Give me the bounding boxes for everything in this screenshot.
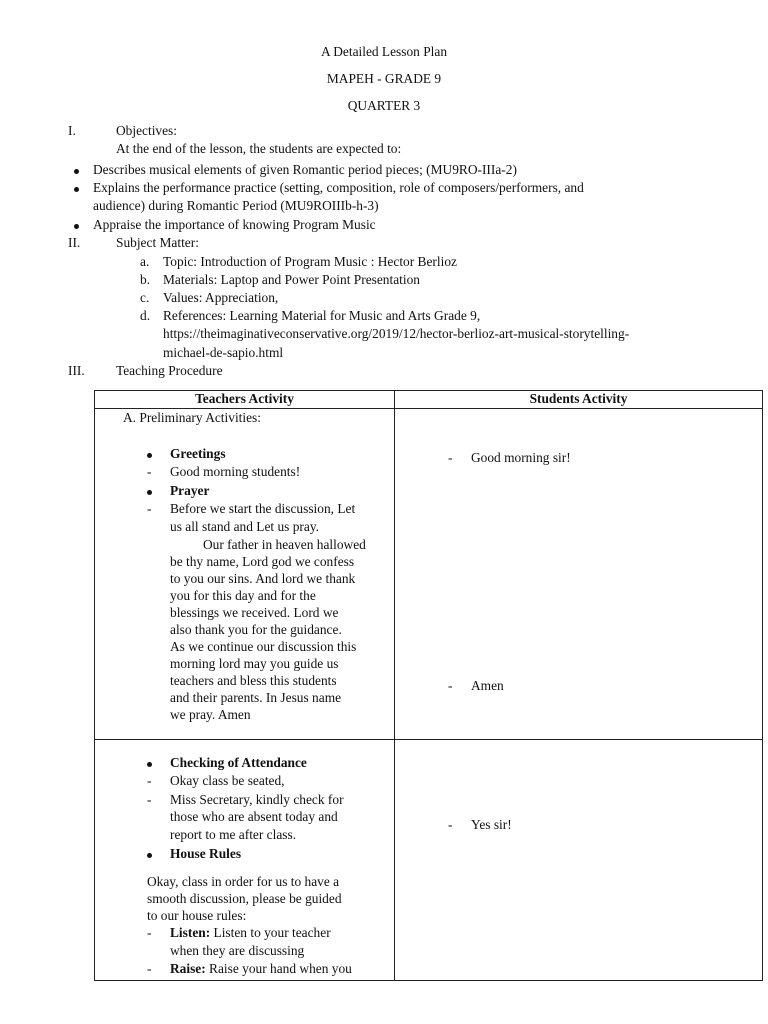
prayer-text-line: we pray. Amen: [170, 707, 251, 722]
bullet-icon: [147, 490, 152, 495]
bullet-icon: [74, 169, 79, 174]
greeting-line: Good morning students!: [170, 464, 301, 479]
rule-raise-label: Raise:: [170, 961, 206, 976]
table-row: [95, 409, 763, 740]
attendance-line: Okay class be seated,: [170, 773, 285, 788]
rule-listen-label: Listen:: [170, 925, 211, 940]
reference-url-line1: https://theimaginativeconservative.org/2019/12/hector-berlioz-art-musical-storytelling-: [163, 326, 630, 341]
subject-item-topic: Topic: Introduction of Program Music : Hector Berlioz: [163, 254, 457, 269]
doc-quarter: QUARTER 3: [347, 98, 421, 113]
house-rules-intro: smooth discussion, please be guided: [147, 891, 342, 906]
dash: -: [147, 464, 152, 479]
prayer-text-line: you for this day and for the: [170, 588, 316, 603]
doc-title: A Detailed Lesson Plan: [320, 44, 448, 59]
dash: -: [147, 773, 152, 788]
objective-item-continued: audience) during Romantic Period (MU9ROIIIb-h-3): [93, 198, 379, 213]
subject-item-letter: a.: [140, 254, 150, 269]
dash: -: [448, 678, 453, 693]
prayer-text-line: be thy name, Lord god we confess: [170, 554, 355, 569]
dash: -: [147, 961, 152, 976]
student-response-greeting: Good morning sir!: [471, 450, 571, 465]
bullet-icon: [74, 187, 79, 192]
greetings-heading: Greetings: [170, 446, 226, 461]
teacher-cell-attendance: [95, 740, 395, 981]
header-students-activity: Students Activity: [395, 391, 763, 409]
rule-listen-text-continued: when they are discussing: [170, 943, 305, 958]
header-teachers-activity: Teachers Activity: [95, 391, 395, 409]
dash: -: [147, 501, 152, 516]
dash: -: [147, 925, 152, 940]
subject-item-letter: c.: [140, 290, 150, 305]
subject-heading: Subject Matter:: [116, 235, 199, 250]
doc-subject-grade: MAPEH - GRADE 9: [326, 71, 442, 86]
teacher-cell-preliminary: [95, 409, 395, 740]
bullet-icon: [147, 453, 152, 458]
prayer-text-line: teachers and bless this students: [170, 673, 337, 688]
prayer-text-line: Our father in heaven hallowed: [203, 537, 366, 552]
objective-item: Describes musical elements of given Romantic period pieces; (MU9RO-IIIa-2): [93, 162, 517, 177]
section-number-2: II.: [68, 235, 81, 250]
bullet-icon: [147, 853, 152, 858]
procedure-table: [94, 390, 763, 981]
house-rules-heading: House Rules: [170, 846, 242, 861]
prayer-intro-line: Before we start the discussion, Let: [170, 501, 356, 516]
student-response-amen: Amen: [471, 678, 504, 693]
rule-listen: [170, 924, 331, 942]
objectives-intro: At the end of the lesson, the students are expected to:: [116, 141, 402, 156]
subject-item-values: Values: Appreciation,: [163, 290, 279, 305]
objective-item: Appraise the importance of knowing Program Music: [93, 217, 376, 232]
student-response-yes: Yes sir!: [471, 817, 512, 832]
rule-raise-text: Raise your hand when you: [205, 961, 352, 976]
student-cell-attendance: [395, 740, 763, 981]
objectives-heading: Objectives:: [116, 123, 177, 138]
prayer-text-line: to you our sins. And lord we thank: [170, 571, 356, 586]
subject-item-references: References: Learning Material for Music and Arts Grade 9,: [163, 308, 481, 323]
dash: -: [448, 450, 453, 465]
bullet-icon: [147, 762, 152, 767]
attendance-line: report to me after class.: [170, 827, 297, 842]
prayer-text-line: blessings we received. Lord we: [170, 605, 339, 620]
objective-item: Explains the performance practice (setting, composition, role of composers/performers, and: [93, 180, 584, 195]
rule-raise: [170, 960, 352, 978]
subject-item-letter: b.: [140, 272, 151, 287]
prayer-text-line: As we continue our discussion this: [170, 639, 357, 654]
attendance-heading: Checking of Attendance: [170, 755, 307, 770]
bullet-icon: [74, 224, 79, 229]
prayer-intro-line: us all stand and Let us pray.: [170, 519, 319, 534]
reference-url-line2: michael-de-sapio.html: [163, 345, 284, 360]
section-number-3: III.: [68, 363, 85, 378]
attendance-line: those who are absent today and: [170, 809, 338, 824]
prayer-text-line: morning lord may you guide us: [170, 656, 339, 671]
subject-item-materials: Materials: Laptop and Power Point Presentation: [163, 272, 420, 287]
student-cell-preliminary: [395, 409, 763, 740]
house-rules-intro: Okay, class in order for us to have a: [147, 874, 340, 889]
house-rules-intro: to our house rules:: [147, 908, 247, 923]
prayer-heading: Prayer: [170, 483, 210, 498]
prayer-text-line: and their parents. In Jesus name: [170, 690, 342, 705]
dash: -: [147, 792, 152, 807]
dash: -: [448, 817, 453, 832]
table-header-row: [95, 391, 763, 409]
table-row: [95, 740, 763, 981]
attendance-line: Miss Secretary, kindly check for: [170, 792, 344, 807]
rule-listen-text: Listen to your teacher: [210, 925, 331, 940]
prayer-text-line: also thank you for the guidance.: [170, 622, 342, 637]
section-number-1: I.: [68, 123, 76, 138]
subject-item-letter: d.: [140, 308, 151, 323]
preliminary-label: A. Preliminary Activities:: [123, 410, 261, 425]
procedure-heading: Teaching Procedure: [116, 363, 223, 378]
